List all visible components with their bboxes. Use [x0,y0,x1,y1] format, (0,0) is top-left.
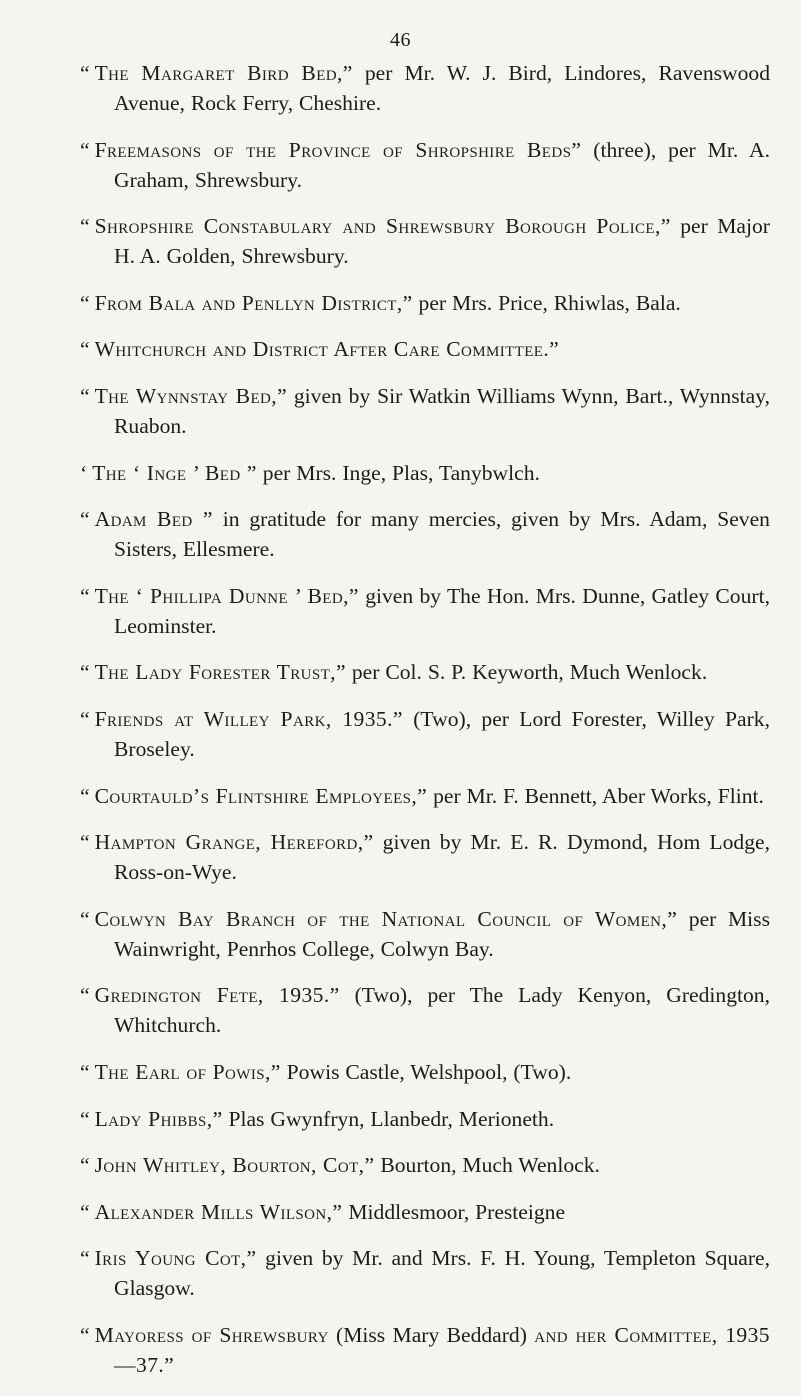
opening-quote: “ [80,214,90,239]
bed-name: Hampton Grange, Hereford,” [94,830,374,855]
opening-quote: “ [80,61,90,85]
opening-quote: “ [80,783,90,808]
opening-quote: ‘ [80,460,88,485]
bed-name: John Whitley, Bourton, Cot,” [94,1153,375,1178]
opening-quote: “ [80,507,90,532]
list-item [80,504,770,564]
bed-name: The Wynnstay Bed,” [94,383,288,408]
list-item [80,1104,770,1134]
donor-details: (three), per Mr. A. Graham, Shrewsbury. [114,137,770,192]
donor-details: per Major H. A. Golden, Shrewsbury. [114,214,770,269]
bed-name: Mayoress of Shrewsbury [94,1322,329,1347]
opening-quote: “ [80,1246,90,1271]
opening-quote: “ [80,706,90,731]
bed-name: Adam Bed ” [94,507,213,532]
bed-name: The ‘ Phillipa Dunne ’ Bed,” [94,583,359,608]
donor-details: in gratitude for many mercies, given by Mrs. Adam, Seven Sisters, Ellesmere. [114,507,770,562]
bed-name: The Lady Forester Trust,” [94,660,346,685]
opening-quote: “ [80,290,90,315]
list-item [80,1320,770,1380]
donor-details: (Two), per Lord Forester, Willey Park, Broseley. [114,706,770,761]
donor-details: per Mrs. Inge, Plas, Tanybwlch. [256,460,540,485]
list-item [80,827,770,887]
bed-name: Courtauld’s Flintshire Employees,” [94,783,428,808]
opening-quote: “ [80,1153,90,1178]
list-item [80,657,770,687]
donor-details: per Col. S. P. Keyworth, Much Wenlock. [345,660,708,685]
list-item [80,781,770,811]
list-item [80,980,770,1040]
opening-quote: “ [80,1106,90,1131]
donor-details: given by Mr. E. R. Dymond, Hom Lodge, Ross-on-Wye. [114,830,770,885]
list-item [80,211,770,271]
list-item [80,135,770,195]
list-item [80,1197,770,1227]
bed-donor-list [80,58,770,1396]
page-number: 46 [390,29,411,51]
list-item [80,58,770,118]
bed-name-continuation: and her Committee, 1935—37.” [114,1322,770,1377]
opening-quote: “ [80,137,90,162]
donor-details: per Mr. W. J. Bird, Lindores, Ravenswood Avenue, Rock Ferry, Cheshire. [114,61,770,115]
donor-details: (Two), per The Lady Kenyon, Gredington, Whitchurch. [114,983,771,1038]
bed-name: Gredington Fete, 1935.” [94,983,340,1008]
list-item [80,581,770,641]
donor-details: Bourton, Much Wenlock. [374,1153,600,1178]
opening-quote: “ [80,337,90,362]
donor-details: per Mr. F. Bennett, Aber Works, Flint. [427,783,764,808]
donor-details: Middlesmoor, Presteigne [342,1199,566,1224]
bed-name: Freemasons of the Province of Shropshire Beds” [94,137,582,162]
opening-quote: “ [80,1199,90,1224]
donor-details: given by Mr. and Mrs. F. H. Young, Templeton Square, Glasgow. [114,1246,770,1301]
list-item [80,1057,770,1087]
donor-details: per Mrs. Price, Rhiwlas, Bala. [412,290,681,315]
donor-details: per Miss Wainwright, Penrhos College, Colwyn Bay. [114,906,770,961]
list-item [80,334,770,364]
bed-name: Colwyn Bay Branch of the National Council of Women,” [94,906,678,931]
bed-name: Lady Phibbs,” [94,1106,223,1131]
list-item [80,1243,770,1303]
bed-name: From Bala and Penllyn District,” [94,290,413,315]
opening-quote: “ [80,383,90,408]
list-item [80,904,770,964]
bed-name: Shropshire Constabulary and Shrewsbury Borough Police,” [94,214,671,239]
donor-details: (Miss Mary Beddard) [328,1322,535,1347]
bed-name: The Earl of Powis,” [94,1059,281,1084]
opening-quote: “ [80,983,90,1008]
bed-name: Whitchurch and District After Care Committee.” [94,337,560,362]
opening-quote: “ [80,1059,90,1084]
list-item [80,381,770,441]
bed-name: The ‘ Inge ’ Bed ” [92,460,257,485]
donor-details: Plas Gwynfryn, Llanbedr, Merioneth. [222,1106,555,1131]
bed-name: Friends at Willey Park, 1935.” [94,706,403,731]
opening-quote: “ [80,906,90,931]
donor-details: Powis Castle, Welshpool, (Two). [280,1059,572,1084]
list-item [80,1150,770,1180]
opening-quote: “ [80,1322,90,1347]
bed-name: The Margaret Bird Bed,” [94,61,353,85]
opening-quote: “ [80,583,90,608]
bed-name: Iris Young Cot,” [94,1246,257,1271]
list-item [80,288,770,318]
list-item [80,704,770,764]
donor-details: given by Sir Watkin Williams Wynn, Bart., Wynnstay, Ruabon. [114,383,770,438]
opening-quote: “ [80,830,90,855]
list-item [80,458,770,488]
bed-name: Alexander Mills Wilson,” [94,1199,343,1224]
opening-quote: “ [80,660,90,685]
donor-details: given by The Hon. Mrs. Dunne, Gatley Court, Leominster. [114,583,770,638]
